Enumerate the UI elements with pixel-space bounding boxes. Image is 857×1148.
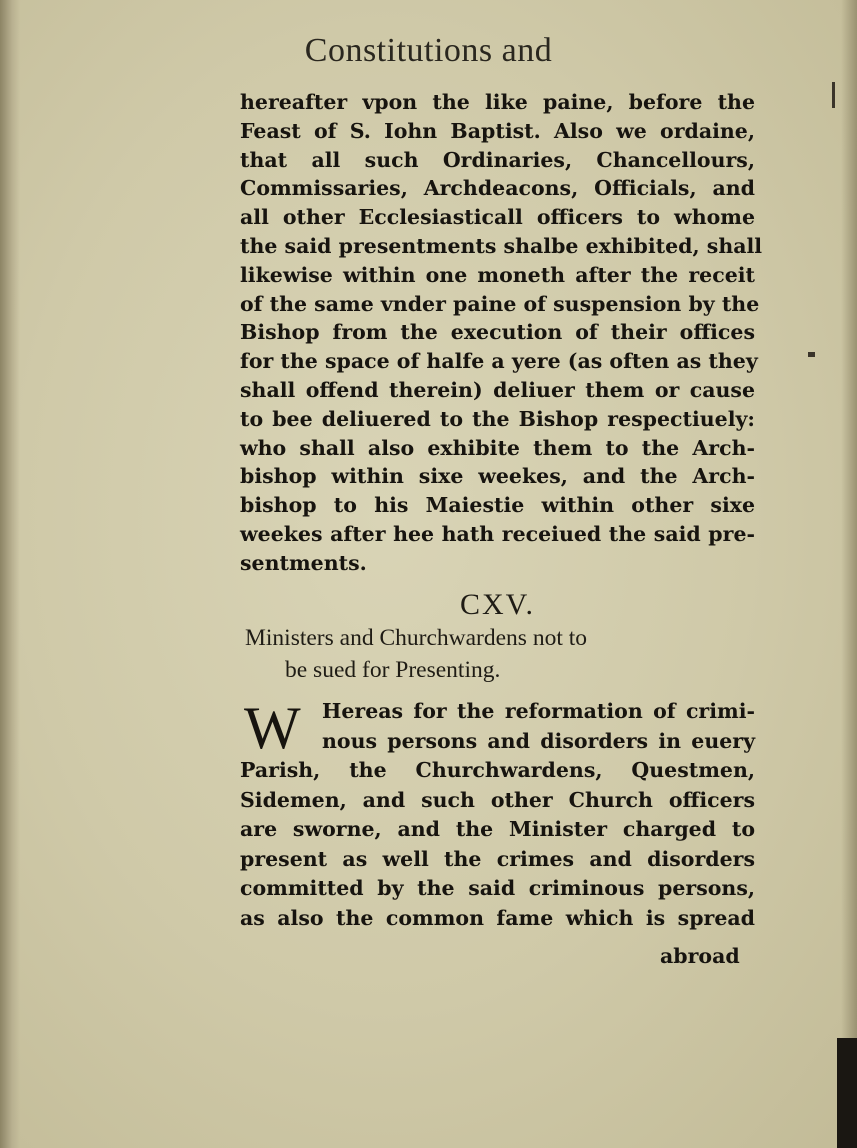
canon-title (245, 622, 760, 686)
text-line: weekes after hee hath receiued the said pre- (240, 521, 755, 546)
text-line: to bee deliuered to the Bishop respectiuely: (240, 406, 755, 431)
canon-title-line: be sued for Presenting. (285, 657, 501, 683)
text-line: committed by the said criminous persons, (240, 876, 755, 900)
text-line: likewise within one moneth after the receit (240, 262, 755, 287)
canon-title-line: Ministers and Churchwardens not to (245, 625, 588, 651)
text-line: Feast of S. Iohn Baptist. Also we ordaine, (240, 118, 755, 143)
text-line: Commissaries, Archdeacons, Officials, and (240, 176, 755, 201)
text-line: Parish, the Churchwardens, Questmen, (240, 758, 755, 782)
text-line: Hereas for the reformation of crimi- (322, 699, 755, 723)
text-line: that all such Ordinaries, Chancellours, (240, 147, 755, 172)
page-gutter (0, 0, 20, 1148)
text-line: present as well the crimes and disorders (240, 846, 755, 871)
running-head: Constitutions and (304, 32, 553, 69)
page-edge (841, 0, 857, 1148)
text-line: Sidemen, and such other Church officers (240, 787, 755, 812)
text-line: sentments. (240, 550, 367, 575)
text-line: bishop within sixe weekes, and the Arch- (240, 464, 755, 489)
page-corner-shadow (837, 1038, 857, 1148)
text-line: are sworne, and the Minister charged to (240, 817, 755, 841)
text-line: for the space of halfe a yere (as often as they (240, 349, 758, 374)
catchword: abroad (660, 944, 740, 968)
canon-body (240, 697, 755, 933)
text-line: the said presentments shalbe exhibited, shall (240, 233, 763, 258)
text-line: bishop to his Maiestie within other sixe (240, 493, 755, 518)
text-line: all other Ecclesiasticall officers to whome (240, 205, 755, 230)
text-line: hereafter vpon the like paine, before the (240, 90, 755, 114)
text-line: shall offend therein) deliuer them or cause (240, 377, 755, 402)
canon-number: CXV. (460, 588, 535, 621)
text-line: who shall also exhibite them to the Arch- (240, 435, 755, 460)
drop-cap: W (244, 695, 301, 761)
text-line: of the same vnder paine of suspension by the (240, 291, 760, 316)
text-line: Bishop from the execution of their offices (240, 320, 755, 345)
text-line: as also the common fame which is spread (240, 905, 755, 930)
paragraph-continuation (240, 88, 763, 578)
margin-mark (808, 352, 815, 357)
text-line: nous persons and disorders in euery (322, 728, 755, 753)
margin-mark (832, 82, 835, 108)
